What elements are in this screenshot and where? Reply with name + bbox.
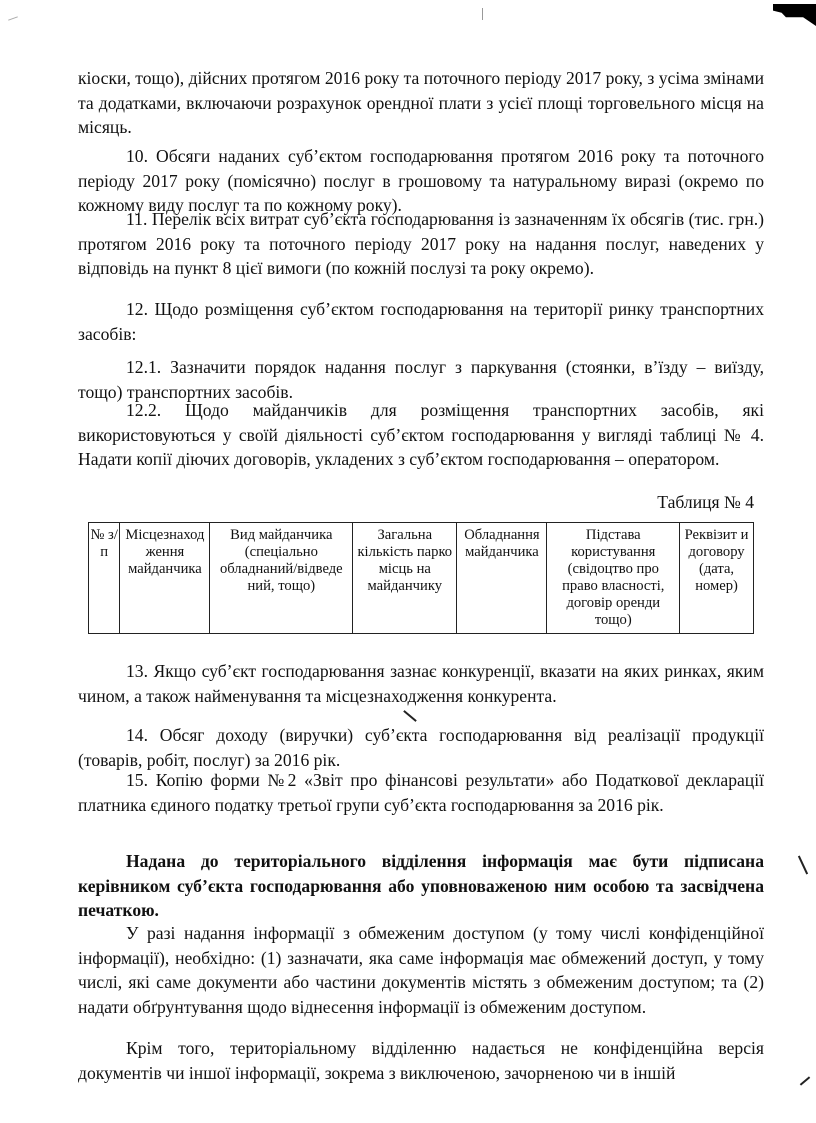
pen-stroke	[798, 856, 808, 875]
scan-mark	[8, 16, 18, 20]
paragraph-restricted-info: У разі надання інформації з обмеженим доступом (у тому числі конфіденційної інформації), необхідно: (1) зазначати, яка саме інформація має обмежений доступ, у тому числі, які саме документи або частини документів містять з обмеженим доступом; та (2) надати обґрунтування щодо віднесення інформації із обмеженим доступом.	[78, 923, 764, 1017]
header-cell-location: Місцезнаход ження майданчика	[120, 523, 210, 634]
pen-stroke	[403, 710, 417, 722]
scan-mark	[482, 8, 483, 20]
header-cell-contract-details: Реквізит и договору (дата, номер)	[680, 523, 754, 634]
paragraph-non-confidential: Крім того, територіальному відділенню надається не конфіденційна версія документів чи іншої інформації, зокрема з виключеною, зачорненою чи в іншій	[78, 1038, 764, 1083]
signature-notice: Надана до територіального відділення інформація має бути підписана керівником суб’єкта господарювання або уповноваженою ним особою та засвідчена печаткою.	[78, 851, 764, 920]
paragraph-item-13: 13. Якщо суб’єкт господарювання зазнає конкуренції, вказати на яких ринках, яким чином, а також найменування та місцезнаходження конкурента.	[78, 661, 764, 706]
table-caption: Таблиця № 4	[657, 492, 754, 512]
header-cell-site-type: Вид майданчика (спеціально обладнаний/відведе ний, тощо)	[210, 523, 353, 634]
scan-corner-artifact	[773, 4, 816, 26]
paragraph-item-10: 10. Обсяги наданих суб’єктом господарювання протягом 2016 року та поточного періоду 2017 року (помісячно) послуг в грошовому та натуральному виразі (окремо по кожному виду послуг та по кожному року).	[78, 146, 764, 215]
header-cell-number: № з/п	[89, 523, 120, 634]
header-cell-parking-count: Загальна кількість парко місць на майданчику	[353, 523, 457, 634]
header-cell-equipment: Обладнання майданчика	[457, 523, 547, 634]
paragraph-continuation: кіоски, тощо), дійсних протягом 2016 року та поточного періоду 2017 року, з усіма змінами та додатками, включаючи розрахунок орендної плати з усієї площі торговельного місця на місяць.	[78, 68, 764, 137]
table-header-row	[89, 523, 754, 634]
paragraph-item-11: 11. Перелік всіх витрат суб’єкта господарювання із зазначенням їх обсягів (тис. грн.) протягом 2016 року та поточного періоду 2017 року на надання послуг, наведених у відповідь на пункт 8 цієї вимоги (по кожній послузі та року окремо).	[78, 209, 764, 278]
table-4	[88, 522, 754, 634]
header-cell-usage-basis: Підстава користування (свідоцтво про право власності, договір оренди тощо)	[547, 523, 680, 634]
paragraph-item-12: 12. Щодо розміщення суб’єктом господарювання на території ринку транспортних засобів:	[78, 299, 764, 344]
paragraph-item-14: 14. Обсяг доходу (виручки) суб’єкта господарювання від реалізації продукції (товарів, робіт, послуг) за 2016 рік.	[78, 725, 764, 770]
paragraph-item-12-2: 12.2. Щодо майданчиків для розміщення транспортних засобів, які використовуються у своїй діяльності суб’єктом господарювання у вигляді таблиці № 4. Надати копії діючих договорів, укладених з суб’єктом господарювання – оператором.	[78, 400, 764, 469]
pen-stroke	[800, 1076, 810, 1085]
paragraph-item-15: 15. Копію форми №2 «Звіт про фінансові результати» або Податкової декларації платника єдиного податку третьої групи суб’єкта господарювання за 2016 рік.	[78, 770, 764, 815]
paragraph-item-12-1: 12.1. Зазначити порядок надання послуг з паркування (стоянки, в’їзду – виїзду, тощо) транспортних засобів.	[78, 357, 764, 402]
